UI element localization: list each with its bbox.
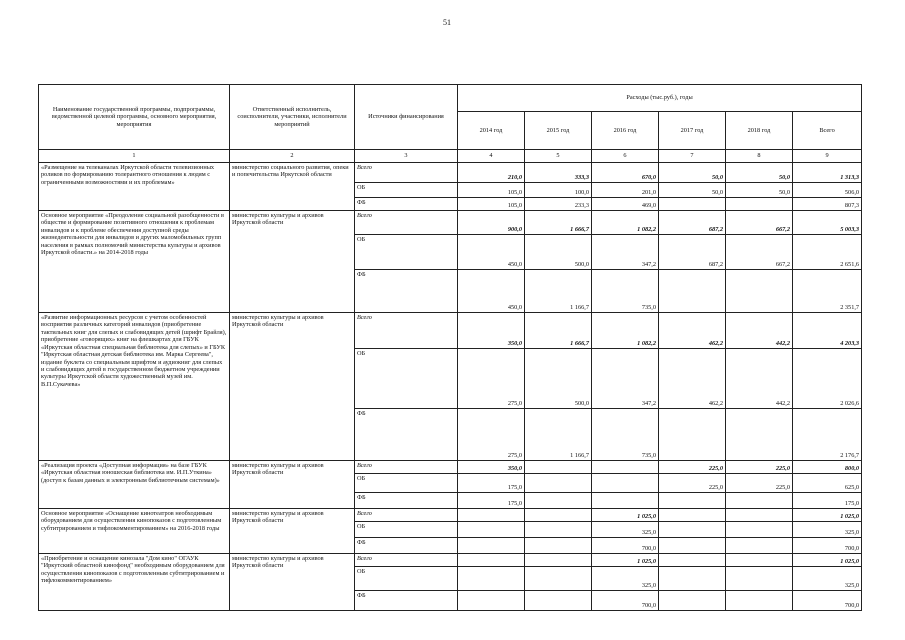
program-name-cell: «Приобретение и оснащение кинозала "Дом кино" ОГАУК "Иркутский областной кинофонд" необходимым оборудованием для осуществления кинопоказов с подготовленным субтитрированием и тифлокомментированием» <box>39 554 230 611</box>
year-value-cell: 900,0 <box>458 211 525 235</box>
program-name-cell: «Развитие информационных ресурсов с учетом особенностей восприятия различных категорий инвалидов (приобретение тактильных книг для слепых и слабовидящих детей (шрифт Брайля), приобретение «говорящих» книг на флешкартах для ГБУК «Иркутская областная специальная библиотека для слепых» и ГБУК "Иркутская областная детская библиотека им. Марка Сергеева", издание буклета со специальным шрифтом и аудиокниг для слепых и слабовидящих детей в государственном бюджетном учреждении культуры Иркутской области художественный музей им. В.П.Сукачева» <box>39 313 230 461</box>
year-value-cell: 1 025,0 <box>592 509 659 522</box>
header-name: Наименование государственной программы, подпрограммы, ведомственной целевой программы, основного мероприятия, мероприятия <box>39 85 230 150</box>
total-value-cell: 2 351,7 <box>793 270 862 313</box>
total-value-cell: 807,3 <box>793 198 862 211</box>
year-value-cell: 350,0 <box>458 313 525 349</box>
total-value-cell: 5 003,3 <box>793 211 862 235</box>
year-value-cell: 670,0 <box>592 163 659 183</box>
year-value-cell: 50,0 <box>726 163 793 183</box>
year-value-cell: 225,0 <box>659 461 726 474</box>
year-value-cell: 462,2 <box>659 349 726 409</box>
year-value-cell: 700,0 <box>592 591 659 611</box>
year-value-cell: 325,0 <box>592 567 659 591</box>
year-value-cell <box>458 591 525 611</box>
year-value-cell: 105,0 <box>458 183 525 198</box>
year-value-cell <box>726 522 793 538</box>
year-value-cell: 1 166,7 <box>525 270 592 313</box>
year-value-cell <box>659 554 726 567</box>
total-value-cell: 2 651,6 <box>793 235 862 270</box>
total-value-cell: 700,0 <box>793 538 862 554</box>
program-name-cell: Основное мероприятие «Преодоление социальной разобщенности в обществе и формирование позитивного отношения к проблемам инвалидов и к проблеме обеспечения доступной среды жизнедеятельности для инвалидов и других маломобильных групп населения в рамках полномочий министерства культуры и архивов Иркутской области.» на 2014-2018 годы <box>39 211 230 313</box>
column-index: 4 <box>458 150 525 163</box>
total-value-cell: 1 313,3 <box>793 163 862 183</box>
year-value-cell: 450,0 <box>458 235 525 270</box>
year-value-cell <box>659 591 726 611</box>
executor-cell: министерство культуры и архивов Иркутской области <box>230 211 355 313</box>
total-value-cell: 1 025,0 <box>793 554 862 567</box>
total-value-cell: 2 176,7 <box>793 409 862 461</box>
year-value-cell <box>659 509 726 522</box>
total-value-cell: 325,0 <box>793 567 862 591</box>
year-value-cell: 325,0 <box>592 522 659 538</box>
funding-source-fb: ФБ <box>355 270 458 313</box>
year-value-cell <box>525 474 592 493</box>
column-index: 7 <box>659 150 726 163</box>
funding-source-fb: ФБ <box>355 409 458 461</box>
year-value-cell <box>659 270 726 313</box>
year-value-cell: 500,0 <box>525 349 592 409</box>
year-value-cell: 50,0 <box>659 163 726 183</box>
funding-source-total: Всего <box>355 211 458 235</box>
year-value-cell: 700,0 <box>592 538 659 554</box>
funding-source-fb: ФБ <box>355 538 458 554</box>
year-value-cell: 50,0 <box>659 183 726 198</box>
column-index: 2 <box>230 150 355 163</box>
year-value-cell <box>726 567 793 591</box>
year-value-cell <box>726 493 793 509</box>
year-value-cell: 1 082,2 <box>592 211 659 235</box>
total-value-cell: 1 025,0 <box>793 509 862 522</box>
column-index: 9 <box>793 150 862 163</box>
column-index: 8 <box>726 150 793 163</box>
year-value-cell: 225,0 <box>726 461 793 474</box>
year-value-cell: 442,2 <box>726 349 793 409</box>
year-value-cell <box>726 198 793 211</box>
total-value-cell: 2 026,6 <box>793 349 862 409</box>
year-value-cell <box>726 591 793 611</box>
funding-source-ob: ОБ <box>355 567 458 591</box>
year-value-cell: 450,0 <box>458 270 525 313</box>
executor-cell: министерство культуры и архивов Иркутской области <box>230 461 355 509</box>
funding-source-total: Всего <box>355 509 458 522</box>
year-value-cell <box>659 567 726 591</box>
program-name-cell: Основное мероприятие «Оснащение кинотеатров необходимым оборудованием для осуществления кинопоказов с подготовленным субтитрированием и тифлокомментированием» на 2016-2018 годы <box>39 509 230 554</box>
funding-source-total: Всего <box>355 313 458 349</box>
year-value-cell <box>458 567 525 591</box>
total-value-cell: 625,0 <box>793 474 862 493</box>
page-number: 51 <box>443 18 451 27</box>
year-value-cell <box>659 522 726 538</box>
executor-cell: министерство культуры и архивов Иркутской области <box>230 554 355 611</box>
total-value-cell: 175,0 <box>793 493 862 509</box>
year-value-cell: 735,0 <box>592 409 659 461</box>
total-value-cell: 506,0 <box>793 183 862 198</box>
year-value-cell: 667,2 <box>726 211 793 235</box>
funding-source-total: Всего <box>355 163 458 183</box>
column-index: 1 <box>39 150 230 163</box>
year-value-cell: 333,3 <box>525 163 592 183</box>
funding-source-fb: ФБ <box>355 493 458 509</box>
year-value-cell <box>458 522 525 538</box>
header-total: Всего <box>793 112 862 150</box>
year-value-cell <box>525 567 592 591</box>
year-value-cell <box>726 270 793 313</box>
year-value-cell: 233,3 <box>525 198 592 211</box>
funding-source-total: Всего <box>355 554 458 567</box>
year-value-cell <box>525 522 592 538</box>
year-value-cell: 275,0 <box>458 349 525 409</box>
year-value-cell <box>726 509 793 522</box>
year-value-cell: 105,0 <box>458 198 525 211</box>
year-value-cell: 350,0 <box>458 461 525 474</box>
year-value-cell <box>726 409 793 461</box>
year-value-cell <box>659 198 726 211</box>
total-value-cell: 325,0 <box>793 522 862 538</box>
funding-source-total: Всего <box>355 461 458 474</box>
year-value-cell: 1 166,7 <box>525 409 592 461</box>
year-value-cell <box>592 461 659 474</box>
total-value-cell: 700,0 <box>793 591 862 611</box>
funding-source-fb: ФБ <box>355 198 458 211</box>
header-source: Источники финансирования <box>355 85 458 150</box>
column-index: 5 <box>525 150 592 163</box>
year-value-cell <box>458 538 525 554</box>
budget-table <box>38 84 862 611</box>
year-value-cell: 1 025,0 <box>592 554 659 567</box>
column-index: 6 <box>592 150 659 163</box>
year-value-cell: 500,0 <box>525 235 592 270</box>
header-year: 2016 год <box>592 112 659 150</box>
year-value-cell: 100,0 <box>525 183 592 198</box>
year-value-cell <box>592 474 659 493</box>
funding-source-ob: ОБ <box>355 474 458 493</box>
executor-cell: министерство социального развития, опеки и попечительства Иркутской области <box>230 163 355 211</box>
year-value-cell: 442,2 <box>726 313 793 349</box>
header-year: 2017 год <box>659 112 726 150</box>
year-value-cell: 347,2 <box>592 235 659 270</box>
table-row <box>39 163 862 183</box>
funding-source-fb: ФБ <box>355 591 458 611</box>
year-value-cell <box>525 538 592 554</box>
funding-source-ob: ОБ <box>355 349 458 409</box>
year-value-cell: 1 666,7 <box>525 313 592 349</box>
table-row <box>39 211 862 235</box>
funding-source-ob: ОБ <box>355 522 458 538</box>
header-year: 2014 год <box>458 112 525 150</box>
total-value-cell: 4 203,3 <box>793 313 862 349</box>
funding-source-ob: ОБ <box>355 183 458 198</box>
year-value-cell <box>726 554 793 567</box>
year-value-cell: 347,2 <box>592 349 659 409</box>
year-value-cell: 175,0 <box>458 493 525 509</box>
year-value-cell <box>458 554 525 567</box>
year-value-cell: 50,0 <box>726 183 793 198</box>
year-value-cell <box>525 554 592 567</box>
year-value-cell: 225,0 <box>726 474 793 493</box>
year-value-cell: 469,0 <box>592 198 659 211</box>
year-value-cell: 462,2 <box>659 313 726 349</box>
year-value-cell <box>659 409 726 461</box>
year-value-cell <box>525 493 592 509</box>
year-value-cell: 225,0 <box>659 474 726 493</box>
table-row <box>39 313 862 349</box>
year-value-cell <box>726 538 793 554</box>
year-value-cell: 667,2 <box>726 235 793 270</box>
year-value-cell <box>525 461 592 474</box>
header-year: 2018 год <box>726 112 793 150</box>
column-index: 3 <box>355 150 458 163</box>
table-row <box>39 461 862 474</box>
executor-cell: министерство культуры и архивов Иркутской области <box>230 509 355 554</box>
table-row <box>39 509 862 522</box>
year-value-cell: 735,0 <box>592 270 659 313</box>
year-value-cell: 1 666,7 <box>525 211 592 235</box>
year-value-cell: 1 082,2 <box>592 313 659 349</box>
program-name-cell: «Размещение на телеканалах Иркутской области телевизионных роликов по формированию толерантного отношения к людям с ограниченными возможностями и их проблемам» <box>39 163 230 211</box>
year-value-cell <box>659 493 726 509</box>
total-value-cell: 800,0 <box>793 461 862 474</box>
year-value-cell: 201,0 <box>592 183 659 198</box>
year-value-cell: 210,0 <box>458 163 525 183</box>
header-executor: Ответственный исполнитель, соисполнители, участники, исполнители мероприятий <box>230 85 355 150</box>
year-value-cell: 687,2 <box>659 211 726 235</box>
header-year: 2015 год <box>525 112 592 150</box>
funding-source-ob: ОБ <box>355 235 458 270</box>
year-value-cell: 275,0 <box>458 409 525 461</box>
year-value-cell: 687,2 <box>659 235 726 270</box>
executor-cell: министерство культуры и архивов Иркутской области <box>230 313 355 461</box>
year-value-cell: 175,0 <box>458 474 525 493</box>
program-name-cell: «Реализация проекта «Доступная информация» на базе ГБУК «Иркутская областная юношеская библиотека им. И.П.Уткина» (доступ к базам данных и электронным библиотечным системам)» <box>39 461 230 509</box>
year-value-cell <box>592 493 659 509</box>
table-row <box>39 554 862 567</box>
year-value-cell <box>659 538 726 554</box>
header-expenses: Расходы (тыс.руб.), годы <box>458 85 862 112</box>
year-value-cell <box>525 509 592 522</box>
year-value-cell <box>525 591 592 611</box>
year-value-cell <box>458 509 525 522</box>
